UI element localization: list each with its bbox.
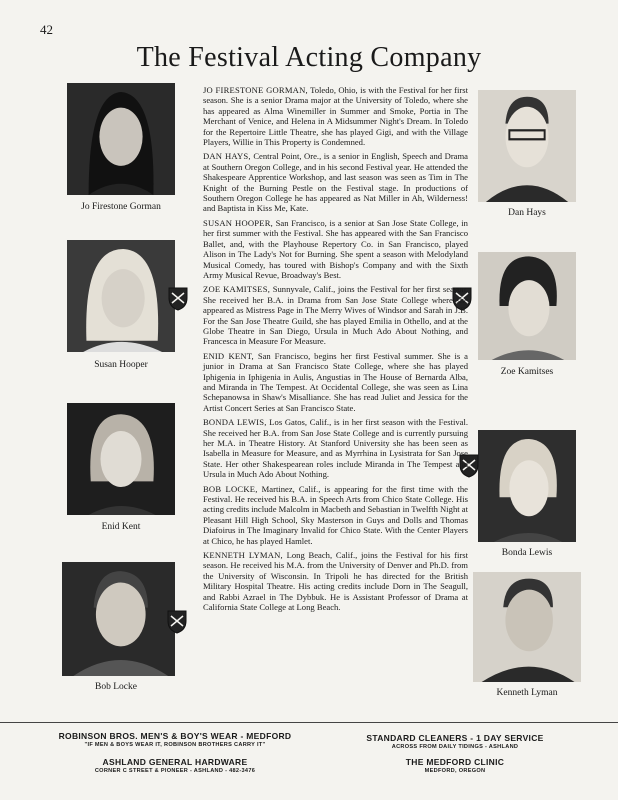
bio-susan-hooper [203,218,468,280]
caption-kenneth-lyman: Kenneth Lyman [496,688,558,698]
caption-zoe-kamitses: Zoe Kamitses [500,367,554,377]
ad-medford-clinic [330,757,580,774]
page-number: 42 [40,22,53,37]
portrait-icon [67,403,175,515]
bio-name: ENID KENT, [203,350,254,361]
bio-bob-locke [203,484,468,546]
crest-icon [167,285,189,311]
portrait-icon [67,83,175,195]
ad-robinson-bros [40,731,310,748]
bio-name: BOB LOCKE, [203,483,258,494]
caption-bonda-lewis: Bonda Lewis [501,548,553,558]
ad-tagline: ACROSS FROM DAILY TIDINGS - ASHLAND [391,744,519,750]
bio-name: BONDA LEWIS, [203,417,267,428]
bio-name: ZOE KAMITSES, [203,284,271,295]
bio-dan-hays [203,151,468,213]
caption-dan-hays: Dan Hays [508,208,546,218]
portrait-zoe-kamitses [478,252,576,360]
ad-tagline: MEDFORD, OREGON [424,768,486,774]
bio-column [203,85,468,617]
portrait-jo-firestone-gorman [67,83,175,195]
ad-name: ROBINSON BROS. MEN'S & BOY'S WEAR - MEDFORD [58,731,292,741]
portrait-susan-hooper [67,240,175,352]
bio-name: DAN HAYS, [203,151,251,162]
bio-jo-firestone-gorman [203,85,468,147]
bio-text: San Francisco, begins her first Festival summer. She is a junior in Drama at San Francisco State College, where she has played Iphigenia in Iphigenia in Aulis, Angustias in The House of Bernarda Alba, and Miranda in The Tempest. At Occidental College, she was seen as Lina Schepanowsa in Shaw's Misalliance. She has read Juliet and Jessica for the Artist Concert Series at San Francisco State. [203,350,468,413]
caption-jo-firestone-gorman: Jo Firestone Gorman [81,202,161,212]
crest-icon [166,608,188,634]
portrait-icon [478,252,576,360]
bio-name: JO FIRESTONE GORMAN, [203,85,308,95]
bio-enid-kent [203,351,468,413]
ad-name: ASHLAND GENERAL HARDWARE [102,757,248,767]
bio-text: Sunnyvale, Calif., joins the Festival for her first season. She received her B.A. in Drama from San Jose State College where she appeared as Mistress Page in The Merry Wives of Windsor and Sarah in J.B. For the San Jose Theatre Guild, she has played Emilia in Othello, and at the Globe Theatre in San Diego, Ursula in Much Ado About Nothing, and Francesca in Measure For Measure. [203,284,468,347]
page-title: The Festival Acting Company [136,42,482,73]
bio-name: KENNETH LYMAN, [203,550,283,561]
bio-text: Central Point, Ore., is a senior in English, Speech and Drama at Southern Oregon College, and in his second Festival year. He attended the Shakespeare Apprentice Workshop, and last season was seen as Tim in The Knight of the Burning Pestle on the Festival stage. In productions of Southern Oregon College he has appeared as Nat Miller in Ah, Wilderness! and Baptista in Kiss Me, Kate. [203,151,468,214]
ad-name: THE MEDFORD CLINIC [405,757,505,767]
caption-enid-kent: Enid Kent [101,522,141,532]
bio-kenneth-lyman [203,550,468,612]
portrait-enid-kent [67,403,175,515]
bio-text: Martinez, Calif., is appearing for the first time with the Festival. He received his B.A. in Speech Arts from Chico State College. His acting credits include Malcolm in Macbeth and Sebastian in Twelfth Night at Pleasant Hill High School, Sky Masterson in Guys and Dolls and Thomas Diafoirus in The Imaginary Invalid for Chico State. With the Center Players at Chico, he has played Hamlet. [203,483,468,546]
bio-text: Toledo, Ohio, is with the Festival for her first season. She is a senior Drama major at the University of Toledo, where she has appeared as Alma Winemiller in Summer and Smoke, Portia in The Merchant of Venice, and Helena in A Midsummer Night's Dream. In Toledo for the Repertoire Little Theatre, she has played Gigi, and with the Village Players, Willie in This Property is Condemned. [203,85,468,148]
ad-ashland-hardware [40,757,310,774]
portrait-icon [478,90,576,202]
portrait-icon [473,572,581,682]
ad-tagline: CORNER C STREET & PIONEER - ASHLAND - 482-3476 [94,768,256,774]
ad-strip [0,722,618,783]
ad-name: STANDARD CLEANERS - 1 DAY SERVICE [366,733,544,743]
caption-susan-hooper: Susan Hooper [94,360,148,370]
bio-zoe-kamitses [203,284,468,346]
portrait-bonda-lewis [478,430,576,542]
bio-bonda-lewis [203,417,468,479]
portrait-icon [478,430,576,542]
caption-bob-locke: Bob Locke [95,682,137,692]
bio-name: SUSAN HOOPER, [203,217,273,228]
portrait-icon [62,562,175,676]
ad-standard-cleaners [330,733,580,750]
portrait-dan-hays [478,90,576,202]
ad-tagline: "IF MEN & BOYS WEAR IT, ROBINSON BROTHERS CARRY IT" [84,742,266,748]
bio-text: San Francisco, is a senior at San Jose State College, in her first summer with the Festival. She has appeared with the San Francisco Ballet, and, with the Playhouse Repertory Co. in San Francisco, played Alison in The Lady's Not for Burning. She spent a season with Melodyland Musical Comedy, has toured with Bishop's Company and with the Sixth Army Musical Revue, Broadway's Best. [203,217,468,280]
bio-text: Los Gatos, Calif., is in her first season with the Festival. She received her B.A. from San Jose State College and is currently pursuing her M.A. in Theatre History. At Stanford University she has been seen as Isabella in Measure for Measure, and as Myrrhina in Lysistrata for San Jose State. Her other Shakespearean roles include Miranda in The Tempest and Ursula in Much Ado About Nothing. [203,417,469,480]
portrait-bob-locke [62,562,175,676]
portrait-icon [67,240,175,352]
bio-text: Long Beach, Calif., joins the Festival for his first season. He received his M.A. from the University of Denver and Ph.D. from the University of Wisconsin. In Tripoli he has directed for the British Military Hospital Theatre. His acting credits include Dorn in The Seagull, and Rabbi Azrael in The Dybbuk. He is Assistant Professor of Drama at California State College at Long Beach. [203,550,468,613]
portrait-kenneth-lyman [473,572,581,682]
